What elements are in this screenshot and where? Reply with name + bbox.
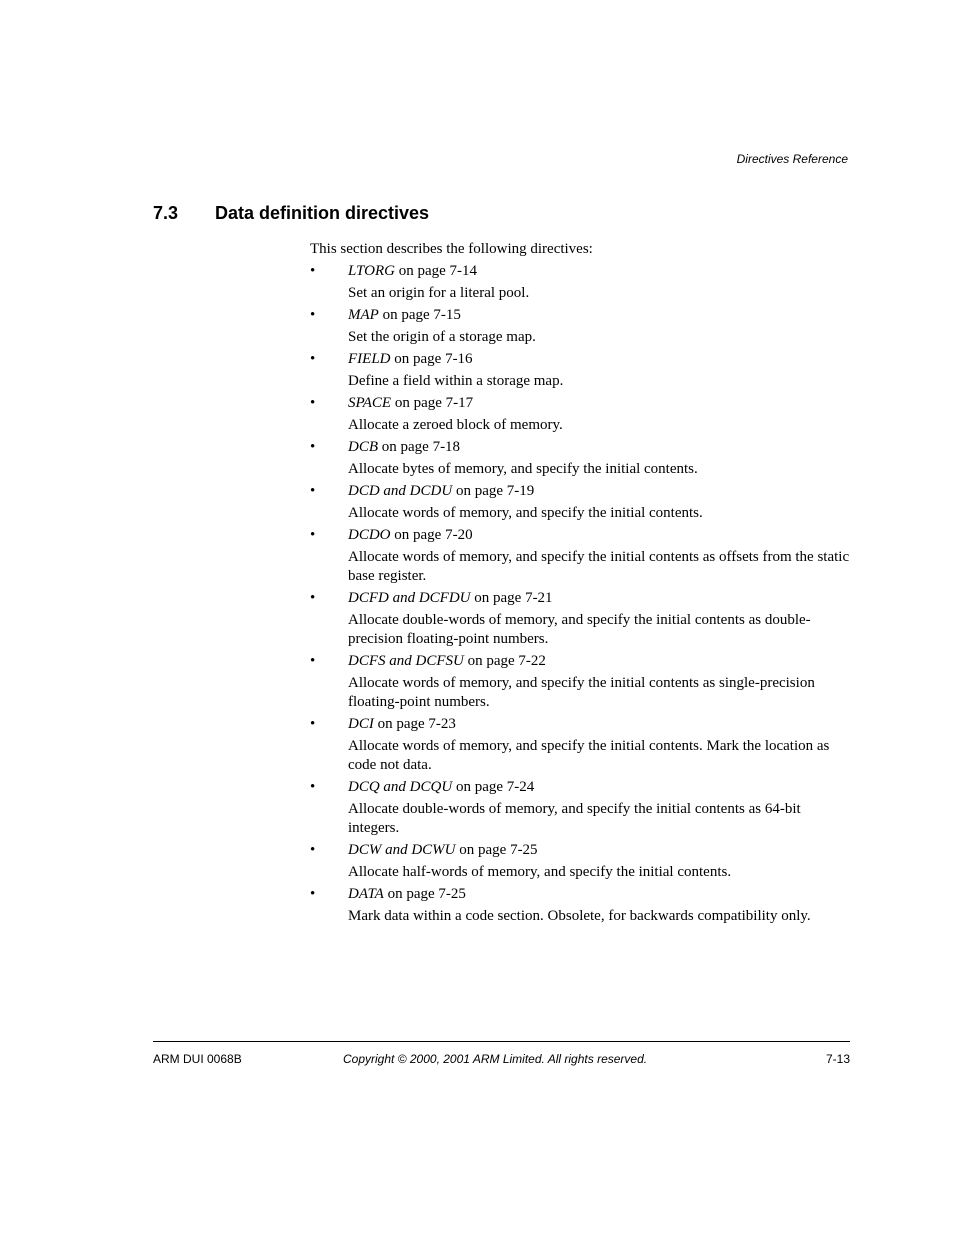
list-item [310,350,850,391]
footer-copyright: Copyright © 2000, 2001 ARM Limited. All rights reserved. [343,1052,648,1066]
directive-description: Allocate bytes of memory, and specify the initial contents. [348,461,698,477]
list-item [310,589,850,649]
directive-reference [310,652,850,674]
bullet-icon: • [310,439,316,455]
list-item [310,526,850,586]
page-reference: on page 7-23 [373,716,456,732]
directive-description: Allocate double-words of memory, and specify the initial contents as double-precision floating-point numbers. [348,612,811,647]
section-heading [153,203,429,224]
directive-description: Allocate words of memory, and specify the initial contents. Mark the location as code not data. [348,738,830,773]
directive-description: Allocate words of memory, and specify the initial contents as single-precision floating-point numbers. [348,675,815,710]
directive-description: Set an origin for a literal pool. [348,285,530,301]
directive-link[interactable]: DATA [348,886,384,902]
footer-rule [153,1041,850,1042]
directive-reference [310,438,850,460]
page-reference: on page 7-24 [452,779,535,795]
page-reference: on page 7-25 [455,842,538,858]
list-item [310,394,850,435]
list-item [310,885,850,926]
directive-reference [310,841,850,863]
directive-reference [310,589,850,611]
page-reference: on page 7-18 [378,439,461,455]
directive-reference [310,350,850,372]
bullet-icon: • [310,395,316,411]
section-number: 7.3 [153,203,179,223]
footer-doc-id: ARM DUI 0068B [153,1052,242,1066]
directive-description: Allocate double-words of memory, and specify the initial contents as 64-bit integers. [348,801,801,836]
list-item [310,841,850,882]
bullet-icon: • [310,716,316,732]
directive-reference [310,482,850,504]
directive-description: Mark data within a code section. Obsolete, for backwards compatibility only. [348,908,811,924]
directive-description: Allocate words of memory, and specify the initial contents. [348,505,703,521]
page-reference: on page 7-20 [390,527,473,543]
list-item [310,262,850,303]
directive-link[interactable]: DCDO [348,527,391,543]
page-reference: on page 7-17 [391,395,474,411]
page-reference: on page 7-25 [383,886,466,902]
bullet-icon: • [310,653,316,669]
directive-description: Define a field within a storage map. [348,373,564,389]
bullet-icon: • [310,842,316,858]
directive-reference [310,778,850,800]
directive-link[interactable]: FIELD [348,351,391,367]
directive-link[interactable]: SPACE [348,395,392,411]
intro-text: This section describes the following directives: [310,241,593,257]
bullet-icon: • [310,263,316,279]
directive-description: Set the origin of a storage map. [348,329,536,345]
directive-reference [310,262,850,284]
list-item [310,715,850,775]
list-item [310,652,850,712]
directive-link[interactable]: DCFS and DCFSU [348,653,464,669]
bullet-icon: • [310,351,316,367]
directive-link[interactable]: DCW and DCWU [348,842,456,858]
directive-link[interactable]: LTORG [348,263,395,279]
directive-description: Allocate a zeroed block of memory. [348,417,563,433]
directive-link[interactable]: DCFD and DCFDU [348,590,471,606]
bullet-icon: • [310,779,316,795]
directive-link[interactable]: DCD and DCDU [348,483,453,499]
bullet-icon: • [310,307,316,323]
footer-page-number: 7-13 [825,1052,850,1066]
directive-link[interactable]: DCB [348,439,378,455]
page-reference: on page 7-16 [390,351,473,367]
directive-description: Allocate half-words of memory, and specify the initial contents. [348,864,732,880]
list-item [310,482,850,523]
directive-list [310,262,850,926]
page-reference: on page 7-14 [394,263,478,279]
directive-link[interactable]: DCQ and DCQU [348,779,453,795]
running-header: Directives Reference [736,152,848,166]
directive-reference [310,526,850,548]
bullet-icon: • [310,886,316,902]
directive-description: Allocate words of memory, and specify the initial contents as offsets from the static base register. [348,549,850,584]
bullet-icon: • [310,527,316,543]
page-reference: on page 7-22 [463,653,546,669]
bullet-icon: • [310,590,316,606]
directive-reference [310,885,850,907]
list-item [310,438,850,479]
directive-reference [310,394,850,416]
section-title: Data definition directives [215,203,430,223]
list-item [310,306,850,347]
bullet-icon: • [310,483,316,499]
list-item [310,778,850,838]
directive-list-section [310,240,850,929]
page-reference: on page 7-15 [378,307,461,323]
page-reference: on page 7-21 [470,590,553,606]
directive-reference [310,306,850,328]
page-reference: on page 7-19 [452,483,535,499]
directive-link[interactable]: MAP [348,307,379,323]
directive-reference [310,715,850,737]
directive-link[interactable]: DCI [348,716,374,732]
